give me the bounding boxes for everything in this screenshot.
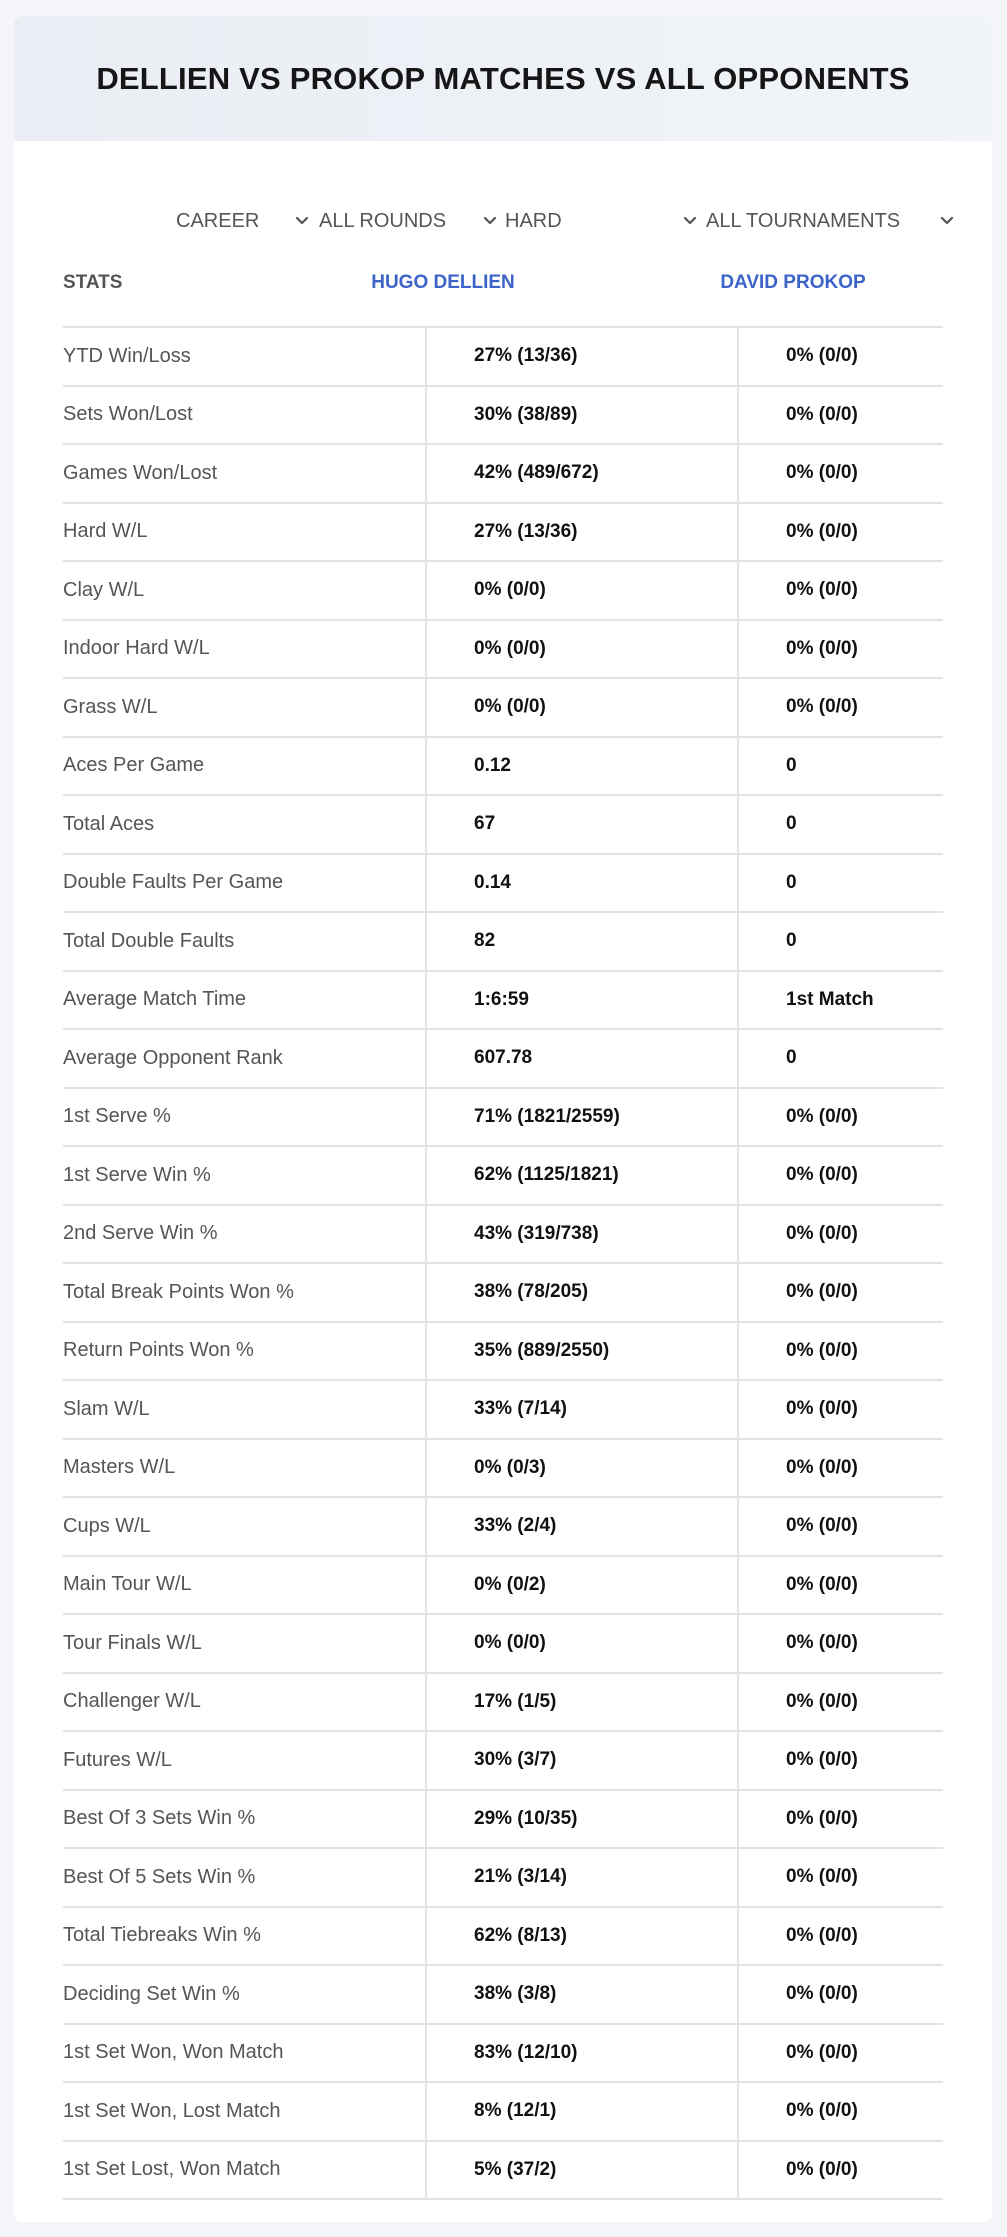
stat-label: Masters W/L <box>63 1456 176 1479</box>
table-row <box>63 1381 943 1440</box>
table-row <box>63 1440 943 1499</box>
player1-value: 0% (0/0) <box>425 679 737 736</box>
player2-value: 0% (0/0) <box>737 387 943 444</box>
player2-value: 0% (0/0) <box>737 1089 943 1146</box>
player1-value: 607.78 <box>425 1030 737 1087</box>
chevron-down-icon <box>293 212 311 230</box>
player1-value: 62% (1125/1821) <box>425 1147 737 1204</box>
card-header <box>14 16 992 141</box>
table-row <box>63 1674 943 1733</box>
player2-value: 0 <box>737 796 943 853</box>
table-row <box>63 1732 943 1791</box>
stat-label: Average Match Time <box>63 988 247 1011</box>
stat-label: 1st Set Won, Lost Match <box>63 2099 281 2122</box>
stat-label: Futures W/L <box>63 1748 172 1771</box>
stat-label: 1st Serve % <box>63 1105 171 1128</box>
player2-value: 0% (0/0) <box>737 2025 943 2082</box>
table-row <box>63 328 943 387</box>
player1-value: 0.14 <box>425 855 737 912</box>
stat-label: Deciding Set Win % <box>63 1982 240 2005</box>
stat-label: Tour Finals W/L <box>63 1631 202 1654</box>
stat-label: 2nd Serve Win % <box>63 1222 218 1245</box>
rounds-filter-select[interactable] <box>319 203 499 239</box>
table-row <box>63 738 943 797</box>
player1-value: 1:6:59 <box>425 972 737 1029</box>
chevron-down-icon <box>938 212 956 230</box>
player2-value: 0% (0/0) <box>737 1264 943 1321</box>
stat-label: Best Of 5 Sets Win % <box>63 1865 256 1888</box>
player1-column-header[interactable]: HUGO DELLIEN <box>371 272 515 293</box>
player1-value: 67 <box>425 796 737 853</box>
table-row <box>63 2083 943 2142</box>
stat-label: 1st Set Won, Won Match <box>63 2041 284 2064</box>
player1-value: 82 <box>425 913 737 970</box>
table-row <box>63 387 943 446</box>
player1-value: 0% (0/0) <box>425 1615 737 1672</box>
player2-value: 0% (0/0) <box>737 1440 943 1497</box>
player2-value: 0% (0/0) <box>737 1323 943 1380</box>
player1-value: 0% (0/2) <box>425 1557 737 1614</box>
stat-label: Total Tiebreaks Win % <box>63 1924 261 1947</box>
stat-label: Cups W/L <box>63 1514 151 1537</box>
player2-value: 0% (0/0) <box>737 445 943 502</box>
table-row <box>63 1147 943 1206</box>
rounds-filter-value: ALL ROUNDS <box>319 209 447 232</box>
table-row <box>63 1849 943 1908</box>
surface-filter-select[interactable] <box>505 203 699 239</box>
stat-label: YTD Win/Loss <box>63 344 191 367</box>
player2-value: 0% (0/0) <box>737 562 943 619</box>
stat-label: Total Break Points Won % <box>63 1280 294 1303</box>
player1-value: 43% (319/738) <box>425 1206 737 1263</box>
table-row <box>63 2025 943 2084</box>
player1-value: 33% (2/4) <box>425 1498 737 1555</box>
player2-value: 0% (0/0) <box>737 1674 943 1731</box>
player2-value: 0% (0/0) <box>737 621 943 678</box>
player2-value: 0% (0/0) <box>737 1381 943 1438</box>
player2-value: 0% (0/0) <box>737 1732 943 1789</box>
player2-value: 0 <box>737 738 943 795</box>
table-row <box>63 679 943 738</box>
player2-value: 0% (0/0) <box>737 1908 943 1965</box>
stat-label: Clay W/L <box>63 578 145 601</box>
stats-card <box>14 16 992 2222</box>
player1-value: 27% (13/36) <box>425 328 737 385</box>
stats-column-header: STATS <box>63 272 123 293</box>
table-row <box>63 2142 943 2201</box>
player1-value: 42% (489/672) <box>425 445 737 502</box>
player1-value: 83% (12/10) <box>425 2025 737 2082</box>
stat-label: Challenger W/L <box>63 1690 201 1713</box>
player2-value: 0% (0/0) <box>737 1557 943 1614</box>
player2-value: 0% (0/0) <box>737 1206 943 1263</box>
player2-column-header[interactable]: DAVID PROKOP <box>720 272 866 293</box>
surface-filter-value: HARD <box>505 209 562 232</box>
table-row <box>63 855 943 914</box>
stats-table <box>63 256 943 2200</box>
player1-value: 0% (0/3) <box>425 1440 737 1497</box>
stat-label: Main Tour W/L <box>63 1573 192 1596</box>
table-row <box>63 1557 943 1616</box>
career-filter-select[interactable] <box>176 203 311 239</box>
stat-label: Grass W/L <box>63 695 158 718</box>
table-row <box>63 1615 943 1674</box>
stat-label: 1st Serve Win % <box>63 1163 211 1186</box>
player1-value: 35% (889/2550) <box>425 1323 737 1380</box>
table-row <box>63 913 943 972</box>
career-filter-value: CAREER <box>176 209 260 232</box>
table-row <box>63 1323 943 1382</box>
stat-label: Double Faults Per Game <box>63 871 284 894</box>
player1-value: 0% (0/0) <box>425 562 737 619</box>
player2-value: 0 <box>737 913 943 970</box>
player1-value: 0.12 <box>425 738 737 795</box>
page-title: DELLIEN VS PROKOP MATCHES VS ALL OPPONENTS <box>96 60 910 96</box>
player1-value: 0% (0/0) <box>425 621 737 678</box>
table-header <box>63 256 943 328</box>
player1-value: 17% (1/5) <box>425 1674 737 1731</box>
stat-label: Aces Per Game <box>63 754 205 777</box>
player1-value: 5% (37/2) <box>425 2142 737 2199</box>
chevron-down-icon <box>481 212 499 230</box>
table-row <box>63 1089 943 1148</box>
player1-value: 29% (10/35) <box>425 1791 737 1848</box>
table-row <box>63 1966 943 2025</box>
player2-value: 0% (0/0) <box>737 328 943 385</box>
player2-value: 1st Match <box>737 972 943 1029</box>
player1-value: 21% (3/14) <box>425 1849 737 1906</box>
player1-value: 8% (12/1) <box>425 2083 737 2140</box>
table-row <box>63 1908 943 1967</box>
chevron-down-icon <box>681 212 699 230</box>
player1-value: 71% (1821/2559) <box>425 1089 737 1146</box>
player2-value: 0% (0/0) <box>737 679 943 736</box>
player1-value: 27% (13/36) <box>425 504 737 561</box>
player2-value: 0% (0/0) <box>737 1791 943 1848</box>
player1-value: 33% (7/14) <box>425 1381 737 1438</box>
stat-label: Indoor Hard W/L <box>63 637 210 660</box>
stat-label: Games Won/Lost <box>63 461 218 484</box>
stat-label: Slam W/L <box>63 1397 150 1420</box>
tournaments-filter-value: ALL TOURNAMENTS <box>706 209 901 232</box>
player1-value: 30% (38/89) <box>425 387 737 444</box>
table-row <box>63 1030 943 1089</box>
table-row <box>63 1498 943 1557</box>
player2-value: 0 <box>737 1030 943 1087</box>
table-body <box>63 328 943 2200</box>
stat-label: Return Points Won % <box>63 1339 254 1362</box>
player2-value: 0% (0/0) <box>737 1498 943 1555</box>
table-row <box>63 1206 943 1265</box>
player2-value: 0% (0/0) <box>737 504 943 561</box>
player2-value: 0% (0/0) <box>737 1147 943 1204</box>
table-row <box>63 1264 943 1323</box>
stat-label: Total Double Faults <box>63 929 235 952</box>
player1-value: 62% (8/13) <box>425 1908 737 1965</box>
player1-value: 38% (3/8) <box>425 1966 737 2023</box>
player2-value: 0 <box>737 855 943 912</box>
table-row <box>63 562 943 621</box>
table-row <box>63 504 943 563</box>
player2-value: 0% (0/0) <box>737 2083 943 2140</box>
stat-label: Total Aces <box>63 812 155 835</box>
table-row <box>63 972 943 1031</box>
table-row <box>63 445 943 504</box>
stat-label: Best Of 3 Sets Win % <box>63 1807 256 1830</box>
table-row <box>63 1791 943 1850</box>
player2-value: 0% (0/0) <box>737 1849 943 1906</box>
stat-label: Average Opponent Rank <box>63 1046 283 1069</box>
table-row <box>63 621 943 680</box>
stat-label: Hard W/L <box>63 520 148 543</box>
player1-value: 38% (78/205) <box>425 1264 737 1321</box>
player2-value: 0% (0/0) <box>737 1615 943 1672</box>
table-row <box>63 796 943 855</box>
filter-bar <box>14 191 992 251</box>
player1-value: 30% (3/7) <box>425 1732 737 1789</box>
player2-value: 0% (0/0) <box>737 2142 943 2199</box>
tournaments-filter-select[interactable] <box>706 203 956 239</box>
stat-label: Sets Won/Lost <box>63 403 193 426</box>
stat-label: 1st Set Lost, Won Match <box>63 2158 281 2181</box>
player2-value: 0% (0/0) <box>737 1966 943 2023</box>
